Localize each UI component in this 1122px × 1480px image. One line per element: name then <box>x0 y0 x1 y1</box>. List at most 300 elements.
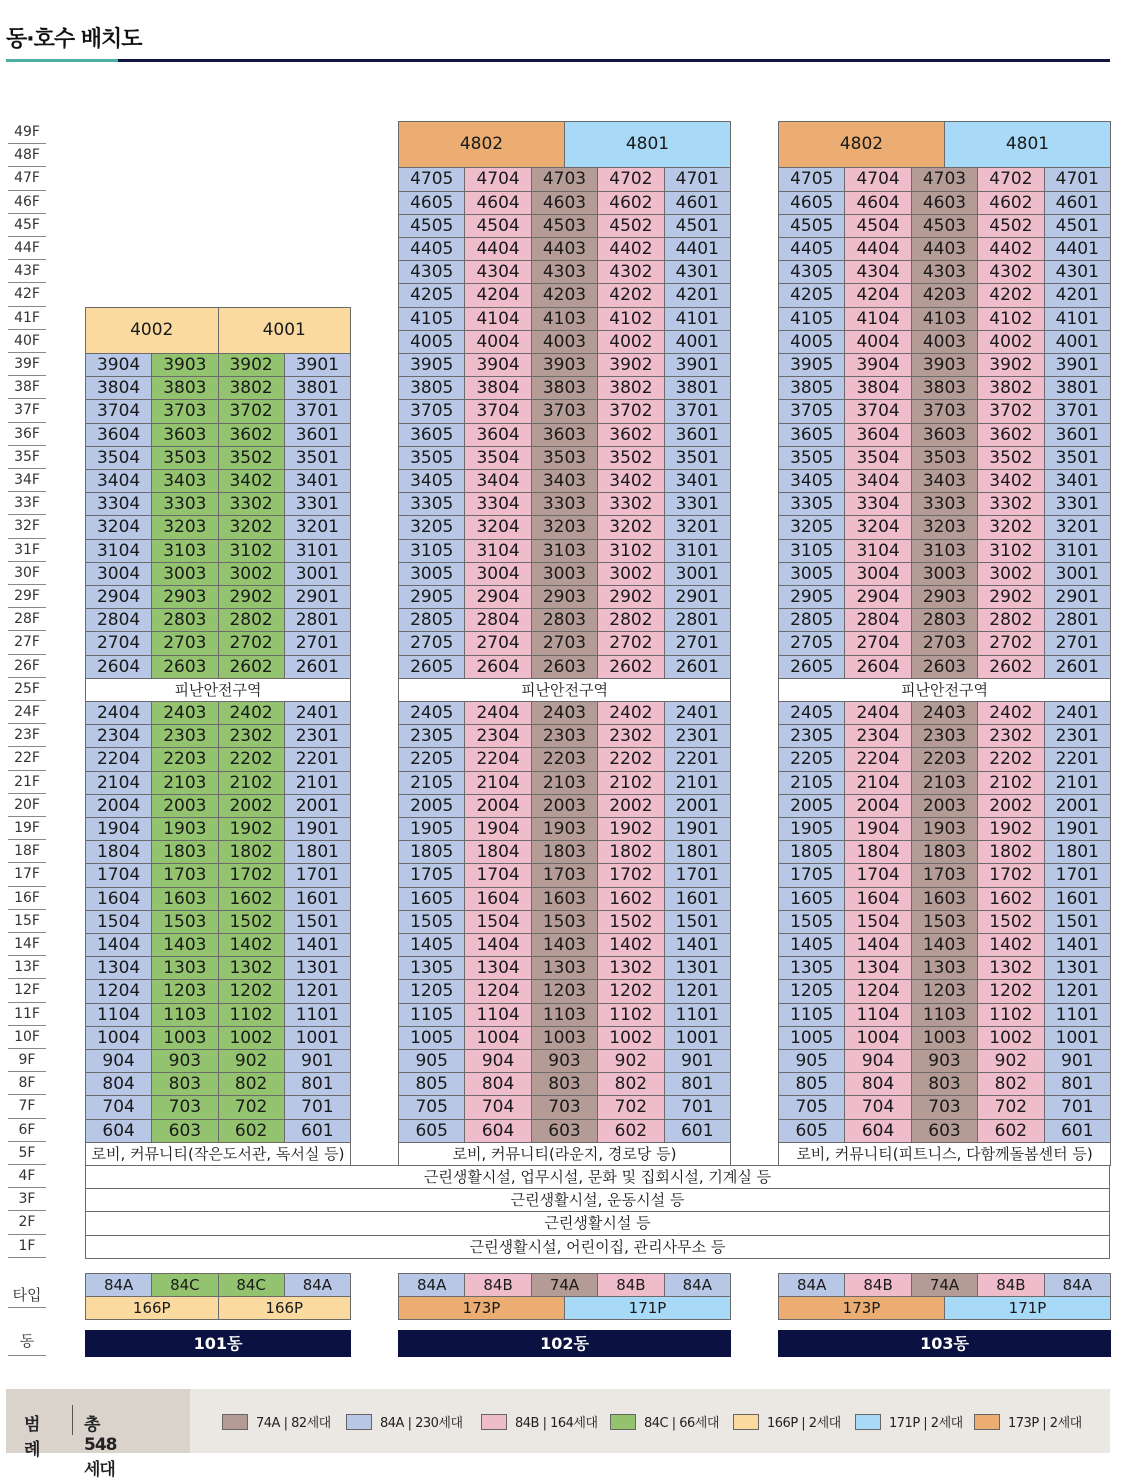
podium-floor: 근린생활시설, 업무시설, 문화 및 집회시설, 기계실 등 <box>85 1165 1110 1189</box>
floor-label: 14F <box>8 933 46 956</box>
unit-cell: 2904 <box>85 585 152 609</box>
unit-cell: 2005 <box>778 794 845 818</box>
unit-cell: 1103 <box>531 1003 598 1027</box>
unit-cell: 1101 <box>664 1003 731 1027</box>
unit-cell: 3904 <box>844 353 911 377</box>
unit-cell: 3703 <box>531 399 598 423</box>
floor-label: 35F <box>8 446 46 469</box>
unit-cell: 1703 <box>911 863 978 887</box>
floor-label: 48F <box>8 144 46 167</box>
unit-cell: 2003 <box>531 794 598 818</box>
unit-cell: 4202 <box>977 283 1044 307</box>
unit-cell: 2303 <box>531 724 598 748</box>
unit-cell: 4103 <box>531 307 598 331</box>
lobby-floor: 로비, 커뮤니티(피트니스, 다함께돌봄센터 등) <box>778 1142 1111 1166</box>
floor-label: 7F <box>8 1095 46 1118</box>
penthouse-type-cell: 171P <box>564 1296 731 1320</box>
unit-cell: 2103 <box>531 771 598 795</box>
unit-cell: 2803 <box>911 608 978 632</box>
unit-cell: 4102 <box>977 307 1044 331</box>
floor-label: 22F <box>8 747 46 770</box>
unit-cell: 2202 <box>218 747 285 771</box>
unit-type-cell: 84B <box>464 1273 531 1297</box>
unit-cell: 2204 <box>844 747 911 771</box>
unit-cell: 3801 <box>284 376 351 400</box>
unit-cell: 2305 <box>398 724 465 748</box>
unit-cell: 4504 <box>464 214 531 238</box>
unit-cell: 1105 <box>778 1003 845 1027</box>
unit-cell: 3204 <box>85 515 152 539</box>
title-underline-accent <box>6 59 118 62</box>
unit-cell: 2403 <box>531 701 598 725</box>
unit-cell: 2701 <box>284 631 351 655</box>
legend-divider <box>72 1405 73 1435</box>
unit-cell: 1803 <box>531 840 598 864</box>
unit-cell: 2805 <box>778 608 845 632</box>
unit-cell: 804 <box>844 1072 911 1096</box>
unit-cell: 1305 <box>398 956 465 980</box>
unit-cell: 3402 <box>597 469 664 493</box>
floor-label: 32F <box>8 515 46 538</box>
unit-cell: 2203 <box>151 747 218 771</box>
unit-cell: 2104 <box>844 771 911 795</box>
unit-cell: 1901 <box>1044 817 1111 841</box>
unit-cell: 1302 <box>977 956 1044 980</box>
unit-cell: 4405 <box>398 237 465 261</box>
unit-cell: 2902 <box>977 585 1044 609</box>
unit-cell: 4205 <box>778 283 845 307</box>
floor-label: 16F <box>8 887 46 910</box>
unit-cell: 3303 <box>911 492 978 516</box>
unit-cell: 3402 <box>218 469 285 493</box>
legend-label: 166P | 2세대 <box>767 1416 841 1431</box>
unit-cell: 3903 <box>531 353 598 377</box>
unit-cell: 1404 <box>844 933 911 957</box>
unit-cell: 2105 <box>778 771 845 795</box>
unit-cell: 702 <box>977 1095 1044 1119</box>
floor-label: 42F <box>8 283 46 306</box>
unit-cell: 1102 <box>977 1003 1044 1027</box>
unit-cell: 2002 <box>218 794 285 818</box>
unit-cell: 2605 <box>778 655 845 679</box>
floor-label: 40F <box>8 330 46 353</box>
unit-cell: 3505 <box>398 446 465 470</box>
unit-cell: 3903 <box>151 353 218 377</box>
unit-cell: 2302 <box>218 724 285 748</box>
unit-cell: 1602 <box>218 887 285 911</box>
floor-label: 49F <box>8 121 46 144</box>
unit-cell: 2601 <box>284 655 351 679</box>
unit-cell: 3105 <box>778 539 845 563</box>
unit-cell: 805 <box>778 1072 845 1096</box>
unit-cell: 3503 <box>151 446 218 470</box>
unit-cell: 1801 <box>664 840 731 864</box>
unit-cell: 2102 <box>977 771 1044 795</box>
unit-cell: 2305 <box>778 724 845 748</box>
unit-cell: 3202 <box>218 515 285 539</box>
unit-cell: 1404 <box>464 933 531 957</box>
unit-cell: 4701 <box>664 167 731 191</box>
floor-label: 41F <box>8 307 46 330</box>
unit-cell: 3004 <box>844 562 911 586</box>
unit-cell: 1905 <box>778 817 845 841</box>
legend-item <box>974 1412 1082 1431</box>
penthouse-unit: 4001 <box>218 307 352 354</box>
unit-cell: 3103 <box>151 539 218 563</box>
unit-cell: 1104 <box>464 1003 531 1027</box>
unit-type-cell: 84A <box>778 1273 845 1297</box>
unit-cell: 2205 <box>778 747 845 771</box>
unit-cell: 2804 <box>464 608 531 632</box>
unit-cell: 801 <box>664 1072 731 1096</box>
unit-cell: 2704 <box>464 631 531 655</box>
unit-cell: 3801 <box>664 376 731 400</box>
unit-cell: 3702 <box>977 399 1044 423</box>
unit-cell: 1402 <box>977 933 1044 957</box>
unit-cell: 1003 <box>531 1026 598 1050</box>
unit-cell: 4502 <box>977 214 1044 238</box>
unit-cell: 1201 <box>284 979 351 1003</box>
unit-cell: 2101 <box>1044 771 1111 795</box>
unit-cell: 3005 <box>778 562 845 586</box>
unit-cell: 2703 <box>151 631 218 655</box>
unit-cell: 2702 <box>218 631 285 655</box>
unit-cell: 1302 <box>597 956 664 980</box>
unit-cell: 3302 <box>597 492 664 516</box>
unit-cell: 4001 <box>664 330 731 354</box>
unit-cell: 1401 <box>664 933 731 957</box>
unit-cell: 3101 <box>1044 539 1111 563</box>
unit-cell: 2605 <box>398 655 465 679</box>
penthouse-unit: 4802 <box>398 121 565 168</box>
unit-type-cell: 84A <box>284 1273 351 1297</box>
unit-cell: 4001 <box>1044 330 1111 354</box>
unit-cell: 703 <box>911 1095 978 1119</box>
unit-cell: 3305 <box>398 492 465 516</box>
unit-cell: 1701 <box>664 863 731 887</box>
unit-cell: 1303 <box>531 956 598 980</box>
unit-type-cell: 84A <box>664 1273 731 1297</box>
unit-cell: 3804 <box>844 376 911 400</box>
unit-cell: 1303 <box>151 956 218 980</box>
unit-cell: 2402 <box>597 701 664 725</box>
unit-cell: 4002 <box>597 330 664 354</box>
unit-cell: 4003 <box>531 330 598 354</box>
unit-cell: 2104 <box>464 771 531 795</box>
unit-cell: 1605 <box>398 887 465 911</box>
unit-cell: 3301 <box>664 492 731 516</box>
unit-cell: 705 <box>398 1095 465 1119</box>
unit-cell: 1804 <box>464 840 531 864</box>
unit-cell: 1702 <box>977 863 1044 887</box>
unit-cell: 3203 <box>911 515 978 539</box>
floor-label: 12F <box>8 979 46 1002</box>
legend-swatch <box>222 1414 248 1430</box>
unit-cell: 704 <box>844 1095 911 1119</box>
unit-cell: 604 <box>85 1119 152 1143</box>
unit-cell: 3702 <box>597 399 664 423</box>
floor-label: 9F <box>8 1049 46 1072</box>
unit-cell: 2201 <box>664 747 731 771</box>
lobby-floor: 로비, 커뮤니티(라운지, 경로당 등) <box>398 1142 731 1166</box>
unit-cell: 704 <box>85 1095 152 1119</box>
unit-cell: 3802 <box>977 376 1044 400</box>
unit-cell: 3802 <box>218 376 285 400</box>
unit-cell: 3304 <box>464 492 531 516</box>
unit-cell: 2002 <box>597 794 664 818</box>
unit-cell: 605 <box>398 1119 465 1143</box>
unit-cell: 2304 <box>844 724 911 748</box>
unit-cell: 4304 <box>844 260 911 284</box>
unit-cell: 3401 <box>284 469 351 493</box>
unit-cell: 2204 <box>85 747 152 771</box>
unit-cell: 3803 <box>911 376 978 400</box>
unit-cell: 1704 <box>464 863 531 887</box>
penthouse-unit: 4002 <box>85 307 219 354</box>
unit-cell: 1201 <box>664 979 731 1003</box>
unit-cell: 802 <box>218 1072 285 1096</box>
floor-label: 20F <box>8 794 46 817</box>
unit-cell: 1205 <box>778 979 845 1003</box>
unit-cell: 3901 <box>1044 353 1111 377</box>
unit-cell: 4204 <box>464 283 531 307</box>
unit-cell: 1104 <box>844 1003 911 1027</box>
unit-cell: 4705 <box>398 167 465 191</box>
unit-cell: 705 <box>778 1095 845 1119</box>
unit-cell: 903 <box>911 1049 978 1073</box>
unit-cell: 2803 <box>151 608 218 632</box>
unit-cell: 2703 <box>911 631 978 655</box>
unit-cell: 2801 <box>284 608 351 632</box>
unit-cell: 3104 <box>844 539 911 563</box>
unit-cell: 2105 <box>398 771 465 795</box>
unit-cell: 2603 <box>911 655 978 679</box>
unit-cell: 1702 <box>597 863 664 887</box>
unit-cell: 2802 <box>977 608 1044 632</box>
page-title: 동·호수 배치도 <box>6 27 142 52</box>
legend-item <box>222 1412 331 1431</box>
unit-cell: 1904 <box>844 817 911 841</box>
unit-cell: 4601 <box>1044 191 1111 215</box>
unit-cell: 2402 <box>977 701 1044 725</box>
unit-cell: 3503 <box>911 446 978 470</box>
unit-cell: 3404 <box>464 469 531 493</box>
unit-cell: 1802 <box>977 840 1044 864</box>
unit-cell: 3503 <box>531 446 598 470</box>
unit-cell: 2801 <box>664 608 731 632</box>
unit-type-cell: 84B <box>844 1273 911 1297</box>
unit-cell: 3305 <box>778 492 845 516</box>
unit-cell: 3401 <box>1044 469 1111 493</box>
floor-label: 44F <box>8 237 46 260</box>
unit-cell: 1702 <box>218 863 285 887</box>
unit-cell: 3803 <box>151 376 218 400</box>
unit-cell: 3804 <box>464 376 531 400</box>
floor-label: 43F <box>8 260 46 283</box>
unit-cell: 1504 <box>844 910 911 934</box>
floor-label: 13F <box>8 956 46 979</box>
unit-cell: 2602 <box>977 655 1044 679</box>
unit-cell: 3005 <box>398 562 465 586</box>
unit-cell: 602 <box>218 1119 285 1143</box>
unit-cell: 1205 <box>398 979 465 1003</box>
unit-cell: 904 <box>844 1049 911 1073</box>
floor-label: 34F <box>8 469 46 492</box>
unit-cell: 3203 <box>151 515 218 539</box>
unit-cell: 4301 <box>1044 260 1111 284</box>
floor-label: 36F <box>8 423 46 446</box>
unit-cell: 4105 <box>398 307 465 331</box>
legend-swatch <box>610 1414 636 1430</box>
unit-cell: 1903 <box>151 817 218 841</box>
unit-cell: 1904 <box>85 817 152 841</box>
unit-cell: 4305 <box>398 260 465 284</box>
refuge-floor: 피난안전구역 <box>778 678 1111 702</box>
unit-cell: 4601 <box>664 191 731 215</box>
unit-cell: 1004 <box>844 1026 911 1050</box>
unit-cell: 2401 <box>1044 701 1111 725</box>
floor-label: 37F <box>8 399 46 422</box>
floor-label: 3F <box>8 1188 46 1211</box>
unit-cell: 3403 <box>911 469 978 493</box>
unit-cell: 3704 <box>85 399 152 423</box>
unit-cell: 2705 <box>778 631 845 655</box>
unit-cell: 4305 <box>778 260 845 284</box>
penthouse-type-cell: 166P <box>218 1296 352 1320</box>
unit-cell: 4403 <box>911 237 978 261</box>
unit-cell: 901 <box>1044 1049 1111 1073</box>
unit-cell: 1805 <box>778 840 845 864</box>
unit-cell: 2401 <box>664 701 731 725</box>
unit-cell: 3502 <box>597 446 664 470</box>
unit-cell: 904 <box>464 1049 531 1073</box>
unit-cell: 4401 <box>664 237 731 261</box>
unit-cell: 803 <box>151 1072 218 1096</box>
legend-swatch <box>733 1414 759 1430</box>
unit-cell: 3401 <box>664 469 731 493</box>
unit-cell: 2205 <box>398 747 465 771</box>
unit-cell: 1801 <box>1044 840 1111 864</box>
unit-cell: 2903 <box>531 585 598 609</box>
unit-cell: 3805 <box>778 376 845 400</box>
unit-cell: 4003 <box>911 330 978 354</box>
unit-cell: 1904 <box>464 817 531 841</box>
unit-cell: 1101 <box>284 1003 351 1027</box>
unit-cell: 1502 <box>597 910 664 934</box>
unit-cell: 4203 <box>911 283 978 307</box>
unit-type-cell: 84A <box>398 1273 465 1297</box>
unit-cell: 2602 <box>597 655 664 679</box>
unit-cell: 4605 <box>398 191 465 215</box>
unit-cell: 3702 <box>218 399 285 423</box>
unit-cell: 4702 <box>597 167 664 191</box>
unit-cell: 2902 <box>218 585 285 609</box>
unit-cell: 1501 <box>284 910 351 934</box>
unit-cell: 2001 <box>1044 794 1111 818</box>
unit-cell: 3901 <box>664 353 731 377</box>
unit-cell: 3504 <box>464 446 531 470</box>
unit-type-cell: 84B <box>977 1273 1044 1297</box>
unit-cell: 1105 <box>398 1003 465 1027</box>
penthouse-unit: 4801 <box>564 121 731 168</box>
unit-cell: 2601 <box>664 655 731 679</box>
unit-cell: 1503 <box>151 910 218 934</box>
unit-cell: 3501 <box>664 446 731 470</box>
unit-cell: 2801 <box>1044 608 1111 632</box>
unit-cell: 3101 <box>284 539 351 563</box>
unit-cell: 3602 <box>977 423 1044 447</box>
unit-cell: 1004 <box>464 1026 531 1050</box>
unit-cell: 4704 <box>844 167 911 191</box>
unit-cell: 1003 <box>911 1026 978 1050</box>
unit-cell: 3803 <box>531 376 598 400</box>
unit-cell: 3404 <box>85 469 152 493</box>
unit-cell: 1204 <box>844 979 911 1003</box>
unit-cell: 4703 <box>911 167 978 191</box>
floor-label: 47F <box>8 167 46 190</box>
legend-swatch <box>481 1414 507 1430</box>
unit-cell: 1404 <box>85 933 152 957</box>
unit-cell: 2603 <box>151 655 218 679</box>
unit-cell: 1803 <box>911 840 978 864</box>
unit-cell: 4302 <box>977 260 1044 284</box>
refuge-floor: 피난안전구역 <box>398 678 731 702</box>
floor-label: 1F <box>8 1235 46 1258</box>
unit-cell: 803 <box>531 1072 598 1096</box>
unit-cell: 1003 <box>151 1026 218 1050</box>
unit-cell: 4404 <box>464 237 531 261</box>
unit-cell: 4002 <box>977 330 1044 354</box>
unit-cell: 2902 <box>597 585 664 609</box>
unit-cell: 605 <box>778 1119 845 1143</box>
unit-cell: 2201 <box>1044 747 1111 771</box>
floor-label: 46F <box>8 191 46 214</box>
podium-floor: 근린생활시설, 어린이집, 관리사무소 등 <box>85 1235 1110 1259</box>
unit-cell: 2702 <box>977 631 1044 655</box>
unit-cell: 2901 <box>284 585 351 609</box>
unit-cell: 4104 <box>844 307 911 331</box>
unit-cell: 2302 <box>977 724 1044 748</box>
unit-cell: 1301 <box>1044 956 1111 980</box>
unit-cell: 2202 <box>597 747 664 771</box>
unit-cell: 3402 <box>977 469 1044 493</box>
unit-cell: 2004 <box>844 794 911 818</box>
legend-total: 총 548세대 <box>84 1415 117 1480</box>
unit-cell: 1005 <box>778 1026 845 1050</box>
unit-cell: 604 <box>464 1119 531 1143</box>
unit-cell: 1002 <box>218 1026 285 1050</box>
unit-cell: 4503 <box>911 214 978 238</box>
unit-cell: 3904 <box>464 353 531 377</box>
unit-cell: 1204 <box>464 979 531 1003</box>
unit-cell: 4203 <box>531 283 598 307</box>
unit-cell: 2403 <box>911 701 978 725</box>
unit-cell: 3501 <box>1044 446 1111 470</box>
unit-cell: 3905 <box>398 353 465 377</box>
unit-cell: 3604 <box>844 423 911 447</box>
unit-cell: 4401 <box>1044 237 1111 261</box>
unit-cell: 1103 <box>151 1003 218 1027</box>
unit-cell: 602 <box>597 1119 664 1143</box>
legend-swatch <box>855 1414 881 1430</box>
unit-cell: 1502 <box>977 910 1044 934</box>
unit-cell: 4105 <box>778 307 845 331</box>
legend-item <box>610 1412 719 1431</box>
unit-cell: 1001 <box>1044 1026 1111 1050</box>
unit-cell: 3601 <box>664 423 731 447</box>
floor-label: 15F <box>8 910 46 933</box>
unit-cell: 3705 <box>398 399 465 423</box>
